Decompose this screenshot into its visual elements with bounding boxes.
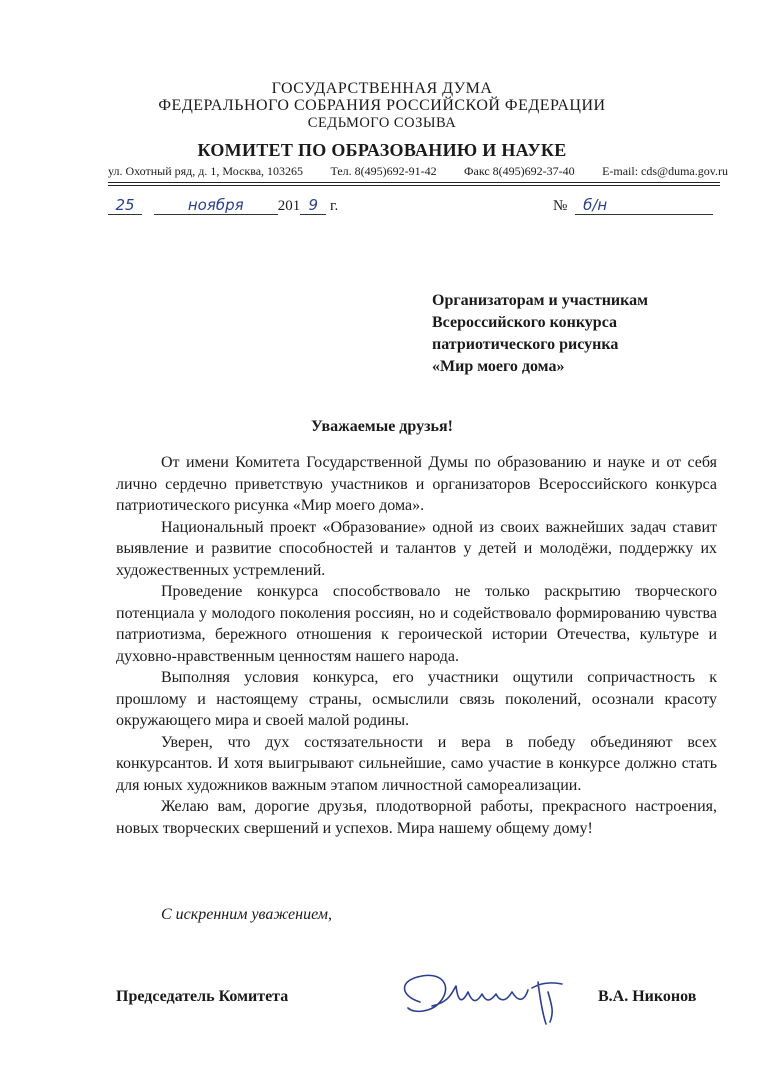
letterhead-line-2: ФЕДЕРАЛЬНОГО СОБРАНИЯ РОССИЙСКОЙ ФЕДЕРАЦИИ (158, 97, 606, 114)
committee-name: КОМИТЕТ ПО ОБРАЗОВАНИЮ И НАУКЕ (197, 140, 567, 160)
paragraph: От имени Комитета Государственной Думы по образованию и науке и от себя лично сердечно приветствую участников и организаторов Всероссийского конкурса патриотического рисунка «Мир моего дома». (116, 454, 717, 514)
fax: Факс 8(495)692-37-40 (464, 164, 575, 178)
date-year-digit: 9 (300, 196, 326, 215)
number-value: б/н (575, 196, 713, 215)
paragraph: Выполняя условия конкурса, его участники ощутили сопричастность к прошлому и настоящему страны, осмыслили связь поколений, осознали красоту окружающего мира и своей малой родины. (116, 669, 717, 729)
date-year-prefix: 201 (277, 198, 301, 214)
paragraph: Уверен, что дух состязательности и вера в победу объединяют всех конкурсантов. И хотя выигрывают сильнейшие, само участие в конкурсе должно стать для юных художников важным этапом личностной самореализации. (116, 733, 717, 794)
paragraph: Желаю вам, дорогие друзья, плодотворной работы, прекрасного настроения, новых творческих свершений и успехов. Мира нашему общему дому! (116, 798, 717, 837)
letterhead-line-1: ГОСУДАРСТВЕННАЯ ДУМА (271, 80, 493, 97)
email: E-mail: cds@duma.gov.ru (602, 164, 728, 178)
header-divider (108, 182, 720, 183)
contact-line (108, 164, 728, 179)
addressee-line: Организаторам и участникам (432, 292, 649, 309)
date-line (108, 196, 338, 215)
paragraph: Национальный проект «Образование» одной из своих важнейших задач ставит выявление и развитие способностей и талантов у детей и молодёжи, поддержку их художественных устремлений. (116, 518, 717, 579)
phone: Тел. 8(495)692-91-42 (330, 164, 437, 178)
letterhead-line-3: СЕДЬМОГО СОЗЫВА (307, 115, 457, 131)
greeting: Уважаемые друзья! (311, 418, 453, 435)
signatory-name: В.А. Никонов (598, 988, 697, 1005)
date-month: ноября (154, 196, 278, 215)
address: ул. Охотный ряд, д. 1, Москва, 103265 (108, 164, 304, 178)
date-suffix: г. (330, 198, 339, 214)
handwritten-signature (392, 962, 582, 1032)
date-day: 25 (108, 196, 142, 215)
header-divider-thin (108, 185, 720, 186)
number-line (553, 196, 713, 215)
addressee-line: Всероссийского конкурса (432, 314, 617, 331)
addressee-block (432, 290, 648, 378)
number-label: № (553, 198, 568, 214)
addressee-line: «Мир моего дома» (432, 358, 565, 375)
signatory-title: Председатель Комитета (116, 988, 289, 1005)
paragraph: Проведение конкурса способствовало не только раскрытию творческого потенциала у молодого поколения россиян, но и содействовало формированию чувства патриотизма, бережного отношения к героической истории Отечества, культуре и духовно-нравственным ценностям нашего народа. (116, 583, 717, 665)
closing: С искренним уважением, (161, 906, 333, 923)
letter-body (116, 452, 717, 839)
addressee-line: патриотического рисунка (432, 336, 619, 353)
